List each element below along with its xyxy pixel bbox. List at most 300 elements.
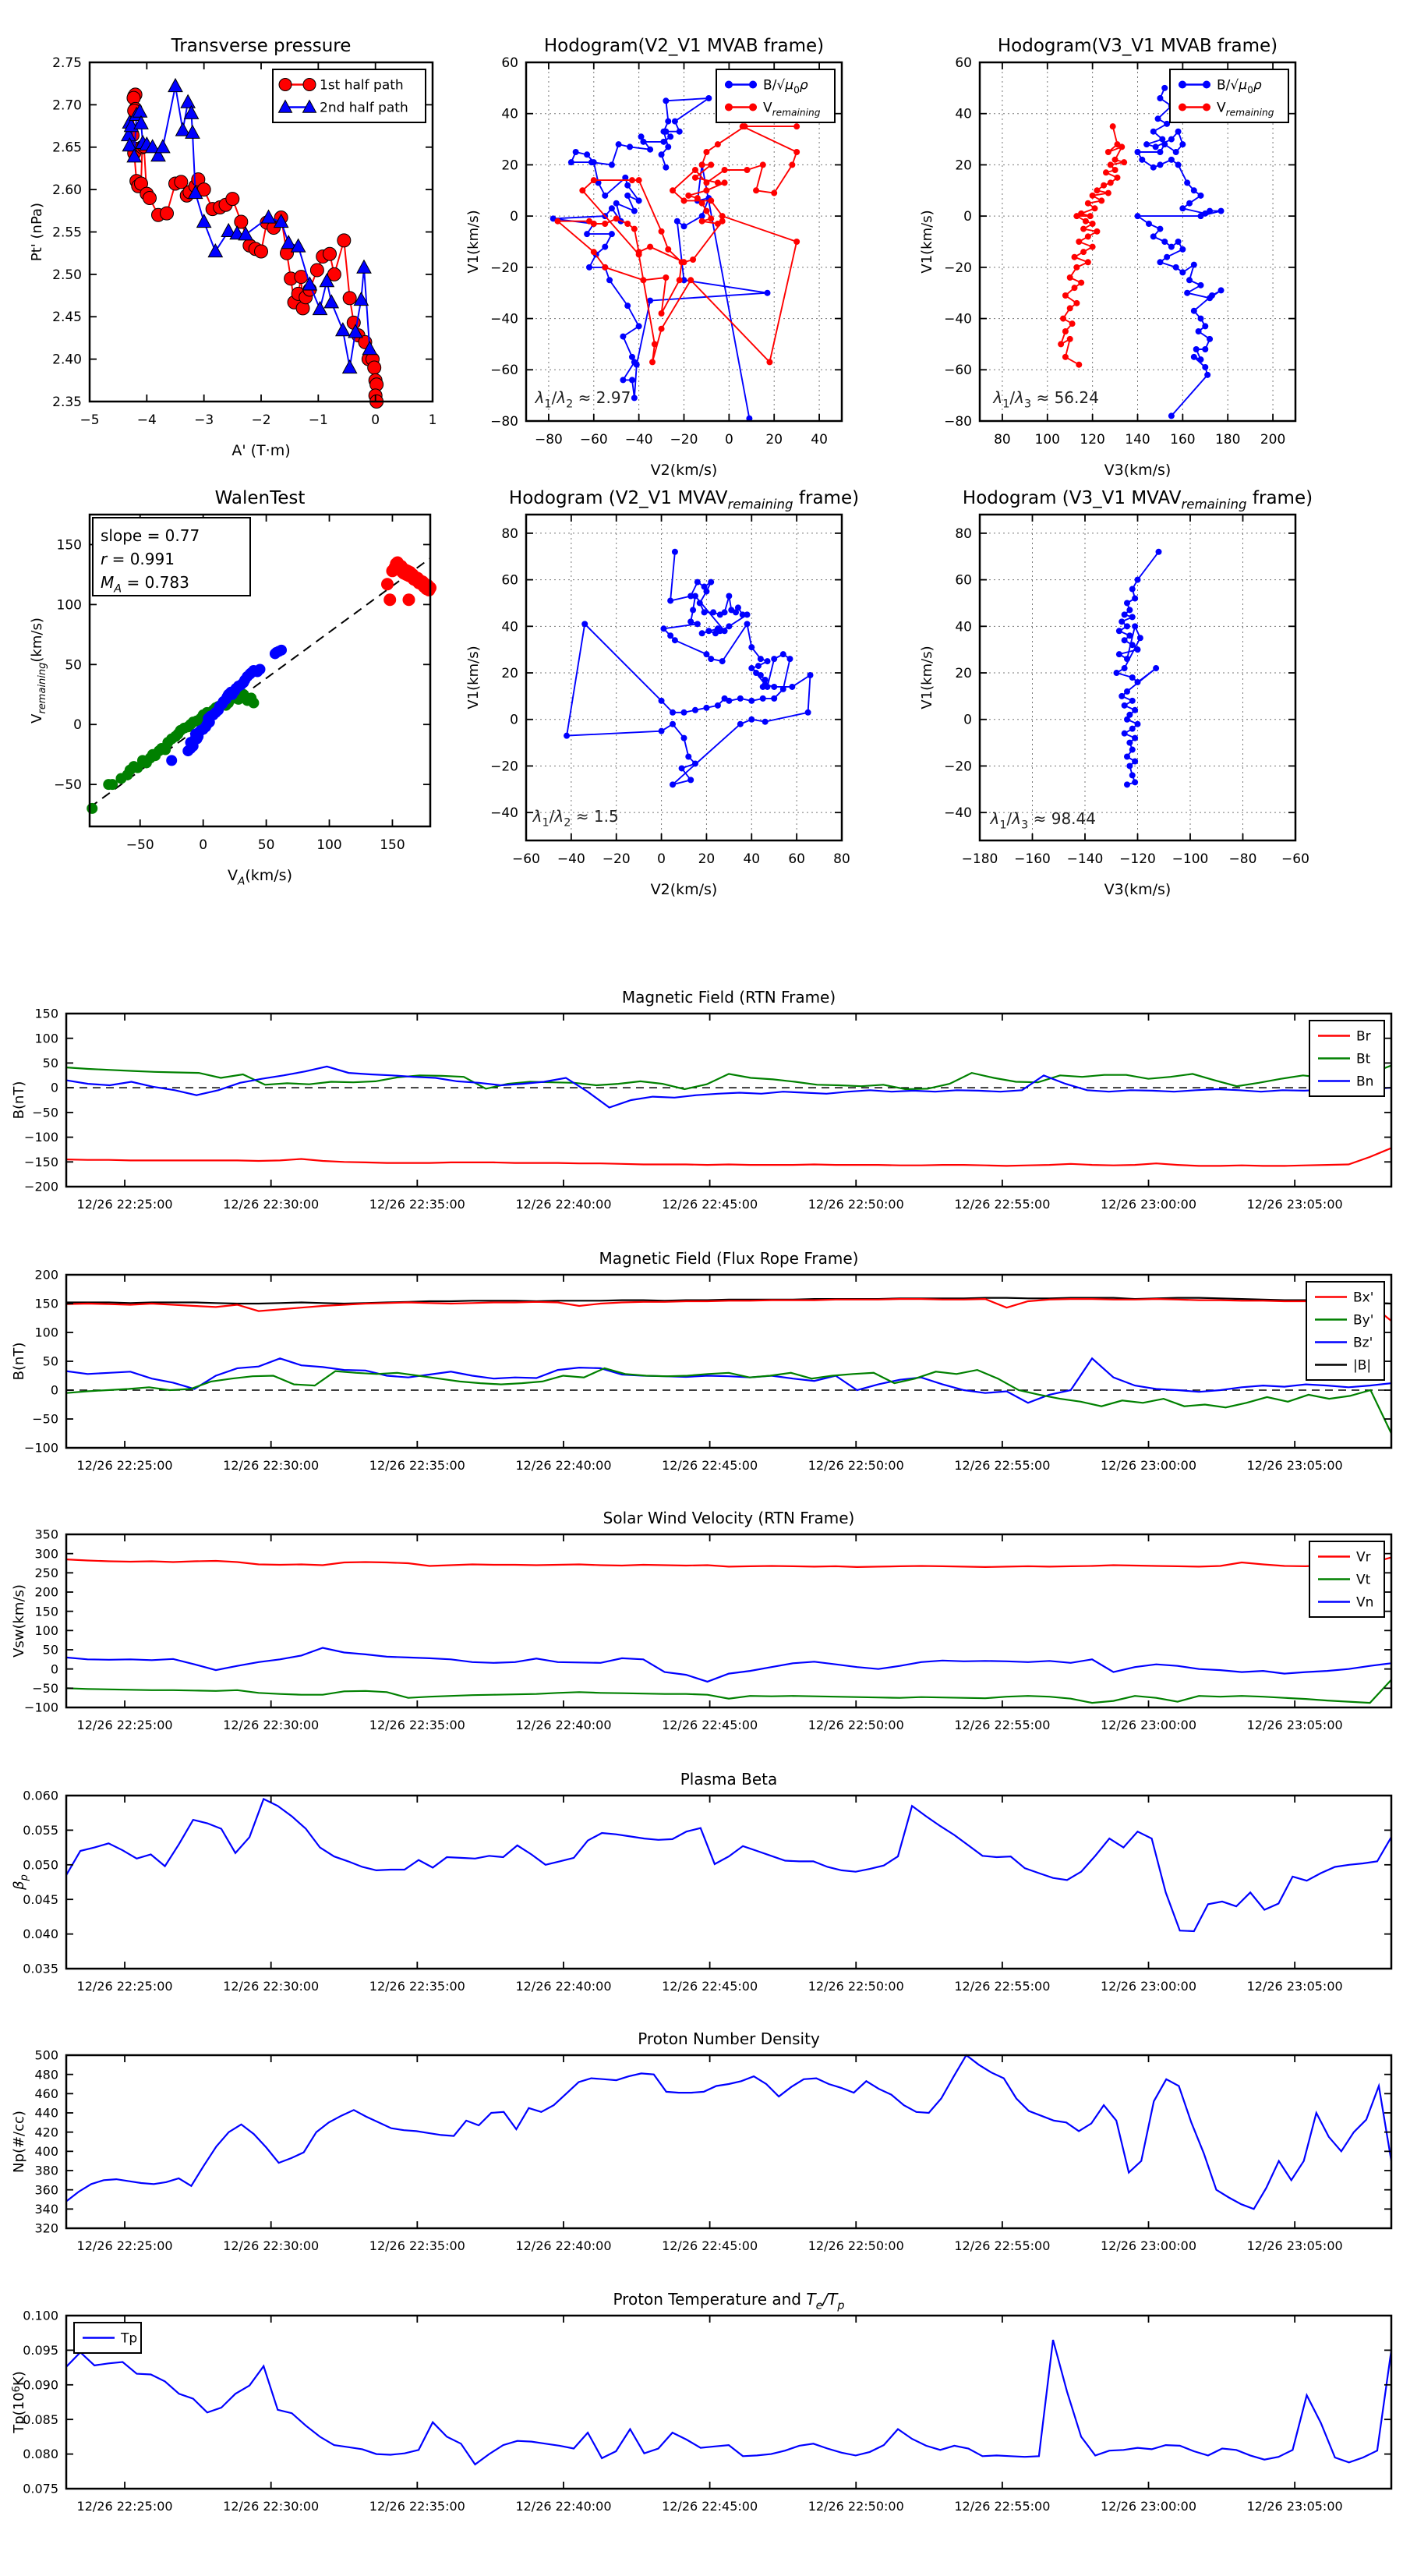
dot-marker — [786, 656, 793, 662]
x-tick-label: −20 — [602, 851, 631, 867]
y-tick-label: 2.45 — [52, 310, 82, 326]
x-tick-label: 1 — [428, 412, 437, 428]
y-tick-label: 2.55 — [52, 225, 82, 241]
dot-marker — [624, 303, 631, 309]
legend-label: Vr — [1356, 1549, 1371, 1566]
dot-marker — [679, 765, 685, 771]
x-tick-label: 12/26 22:35:00 — [369, 1197, 465, 1212]
dot-marker — [663, 274, 669, 281]
x-tick-label: −50 — [125, 837, 154, 853]
x-tick-label: 0 — [724, 432, 733, 448]
dot-marker — [1062, 354, 1069, 360]
dot-marker — [699, 630, 705, 636]
dot-marker — [634, 362, 640, 368]
dot-marker — [1204, 372, 1210, 378]
dot-marker — [647, 244, 653, 250]
x-tick-label: 160 — [1170, 432, 1196, 448]
y-tick-label: 60 — [501, 55, 518, 71]
panel-title: Hodogram (V3_V1 $MVAV_{remaining}$ frame) — [962, 488, 1313, 512]
dot-marker — [1129, 726, 1136, 732]
y-axis-label: Np(#/cc) — [11, 2111, 27, 2173]
y-tick-label: 0 — [50, 1080, 58, 1095]
x-tick-label: −140 — [1066, 851, 1104, 867]
y-tick-label: 0.100 — [23, 2308, 58, 2323]
x-tick-label: −40 — [557, 851, 585, 867]
dot-marker — [771, 656, 777, 662]
x-tick-label: 180 — [1214, 432, 1241, 448]
x-tick-label: 12/26 22:50:00 — [808, 1979, 904, 1994]
panel-title: Solar Wind Velocity (RTN Frame) — [603, 1509, 855, 1527]
circle-marker — [343, 292, 356, 305]
dot-marker — [1124, 656, 1130, 662]
x-tick-label: 20 — [698, 851, 716, 867]
dot-marker — [659, 310, 665, 317]
dot-marker — [692, 593, 698, 600]
dot-marker — [670, 187, 676, 193]
dot-marker — [670, 709, 676, 716]
y-tick-label: 150 — [34, 1604, 58, 1619]
dot-marker — [672, 119, 678, 125]
dot-marker — [663, 97, 669, 104]
x-tick-label: 12/26 23:00:00 — [1100, 1197, 1197, 1212]
y-tick-label: 340 — [34, 2201, 58, 2217]
dot-marker — [780, 651, 786, 657]
dot-marker — [564, 733, 570, 739]
dot-marker — [1135, 646, 1141, 653]
dot-marker — [609, 205, 615, 211]
dot-marker — [1132, 758, 1138, 764]
dot-marker — [677, 277, 683, 283]
x-tick-label: 12/26 23:00:00 — [1100, 1979, 1197, 1994]
dot-marker — [1161, 239, 1168, 245]
dot-marker — [665, 246, 671, 253]
dot-marker — [1090, 221, 1096, 227]
dot-marker — [1196, 328, 1202, 334]
legend-label: $V_{remaining}$ — [763, 100, 821, 119]
x-tick-label: −160 — [1014, 851, 1051, 867]
dot-marker — [1198, 213, 1204, 219]
dot-marker — [703, 208, 709, 214]
dot-marker — [1073, 300, 1080, 306]
x-tick-label: −5 — [80, 412, 100, 428]
dot-marker — [647, 147, 653, 153]
circle-marker — [226, 193, 239, 206]
y-tick-label: −200 — [24, 1179, 58, 1194]
x-tick-label: 12/26 22:30:00 — [223, 2499, 320, 2514]
dot-marker — [681, 709, 687, 716]
panel-title: Magnetic Field (Flux Rope Frame) — [599, 1249, 859, 1268]
dot-marker — [1078, 280, 1084, 286]
y-tick-label: 2.75 — [52, 55, 82, 71]
y-tick-label: −60 — [490, 363, 518, 379]
x-tick-label: 50 — [257, 837, 275, 853]
dot-marker — [624, 193, 631, 199]
dot-marker — [1184, 179, 1190, 186]
y-tick-label: 40 — [955, 619, 972, 635]
x-tick-label: −1 — [308, 412, 328, 428]
dot-marker — [1184, 290, 1190, 296]
y-tick-label: 0 — [510, 209, 518, 225]
dot-marker — [692, 707, 698, 713]
dot-marker — [1198, 356, 1204, 363]
dot-marker — [627, 143, 633, 150]
y-axis-label: V1(km/s) — [919, 210, 935, 274]
legend-label: Tp — [121, 2330, 138, 2347]
x-tick-label: 0 — [657, 851, 666, 867]
x-tick-label: 40 — [811, 432, 828, 448]
y-tick-label: 150 — [34, 1006, 58, 1021]
dot-marker — [636, 323, 642, 329]
legend-label: Vt — [1356, 1572, 1371, 1588]
dot-marker — [681, 223, 687, 229]
x-tick-label: 120 — [1080, 432, 1105, 448]
stat-line: $M_A = 0.783$ — [101, 573, 189, 596]
x-tick-label: 150 — [380, 837, 405, 853]
dot-marker — [722, 695, 728, 702]
y-tick-label: 0.085 — [23, 2411, 58, 2427]
x-tick-label: 12/26 22:50:00 — [808, 1718, 904, 1732]
dot-marker — [771, 684, 777, 690]
panel-title: Magnetic Field (RTN Frame) — [621, 988, 836, 1007]
y-axis-label: $\beta_p$ — [11, 1874, 30, 1890]
x-tick-label: −20 — [670, 432, 698, 448]
dot-marker — [584, 151, 590, 157]
y-tick-label: 2.70 — [52, 97, 82, 114]
dot-marker — [737, 721, 744, 727]
x-tick-label: −180 — [961, 851, 998, 867]
dot-marker — [659, 228, 665, 235]
legend-label: Bt — [1356, 1051, 1371, 1067]
dot-marker — [381, 578, 394, 590]
dot-marker — [1122, 665, 1128, 671]
x-tick-label: 12/26 22:45:00 — [662, 2238, 758, 2253]
dot-marker — [670, 781, 676, 787]
y-tick-label: −40 — [944, 311, 972, 327]
dot-marker — [248, 698, 259, 709]
dot-marker — [677, 129, 683, 135]
x-tick-label: 12/26 22:45:00 — [662, 1458, 758, 1473]
y-tick-label: −100 — [24, 1700, 58, 1715]
dot-marker — [685, 754, 691, 760]
y-tick-label: 0 — [963, 712, 972, 728]
stat-line: r = 0.991 — [101, 550, 175, 568]
panel-title: Hodogram(V3_V1 MVAB frame) — [997, 36, 1278, 56]
dot-marker — [1153, 665, 1159, 671]
dot-marker — [679, 259, 685, 265]
y-tick-label: 2.50 — [52, 267, 82, 283]
dot-marker — [1094, 228, 1100, 235]
dot-marker — [613, 200, 620, 207]
dot-marker — [631, 208, 638, 214]
y-tick-label: 440 — [34, 2105, 58, 2121]
dot-marker — [1080, 249, 1087, 255]
legend-label: 2nd half path — [320, 100, 408, 116]
dot-marker — [616, 141, 622, 147]
y-axis-label: $Tp(10^6K)$ — [11, 2371, 27, 2433]
y-tick-label: 200 — [34, 1584, 58, 1600]
dot-marker — [699, 200, 705, 207]
dot-marker — [602, 193, 608, 199]
x-tick-label: 80 — [994, 432, 1011, 448]
y-tick-label: 300 — [34, 1546, 58, 1562]
x-tick-label: 12/26 22:45:00 — [662, 2499, 758, 2514]
x-tick-label: −80 — [1228, 851, 1257, 867]
dot-marker — [1135, 213, 1141, 219]
dot-marker — [1207, 336, 1213, 342]
y-tick-label: −60 — [944, 363, 972, 379]
circle-marker — [303, 79, 316, 91]
y-tick-label: −80 — [490, 413, 518, 430]
dot-marker — [748, 665, 755, 671]
dot-marker — [1198, 316, 1204, 322]
x-tick-label: 100 — [1034, 432, 1061, 448]
annotation: $\lambda_1/\lambda_2 \approx 2.97$ — [535, 388, 631, 411]
dot-marker — [1179, 104, 1186, 111]
dot-marker — [1119, 693, 1125, 699]
circle-marker — [143, 192, 157, 205]
y-tick-label: −40 — [490, 311, 518, 327]
dot-marker — [631, 226, 638, 232]
dot-marker — [1060, 316, 1066, 322]
panel-title: Hodogram (V2_V1 $MVAV_{remaining}$ frame) — [508, 488, 860, 512]
dot-marker — [255, 663, 266, 674]
y-tick-label: 350 — [34, 1527, 58, 1542]
dot-marker — [1164, 254, 1170, 260]
x-tick-label: 12/26 22:55:00 — [954, 2238, 1051, 2253]
dot-marker — [1168, 136, 1175, 143]
dot-marker — [1129, 614, 1136, 620]
dot-marker — [749, 81, 757, 89]
dot-marker — [1132, 623, 1138, 629]
dot-marker — [753, 187, 759, 193]
dot-marker — [665, 119, 671, 125]
dot-marker — [702, 609, 708, 615]
y-tick-label: 200 — [34, 1267, 58, 1283]
dot-marker — [1139, 157, 1145, 163]
dot-marker — [687, 277, 694, 283]
dot-marker — [602, 244, 608, 250]
dot-marker — [1175, 129, 1182, 135]
legend-label: Bz' — [1353, 1335, 1373, 1351]
dot-marker — [581, 621, 588, 627]
y-tick-label: 40 — [955, 106, 972, 122]
dot-marker — [1103, 169, 1109, 175]
x-tick-label: 12/26 22:35:00 — [369, 2499, 465, 2514]
dot-marker — [744, 167, 751, 173]
dot-marker — [705, 95, 712, 101]
y-tick-label: 380 — [34, 2163, 58, 2178]
dot-marker — [753, 670, 759, 676]
dot-marker — [699, 161, 705, 168]
dot-marker — [760, 695, 766, 702]
dot-marker — [708, 197, 714, 203]
dot-marker — [1135, 577, 1141, 583]
dot-marker — [659, 326, 665, 332]
dot-marker — [1198, 193, 1204, 199]
dot-marker — [1122, 731, 1128, 737]
x-tick-label: 12/26 22:35:00 — [369, 1718, 465, 1732]
x-tick-label: 12/26 22:25:00 — [76, 1979, 173, 1994]
y-tick-label: 0.095 — [23, 2343, 58, 2358]
y-tick-label: 0.035 — [23, 1961, 58, 1976]
legend-label: By' — [1353, 1312, 1374, 1329]
x-tick-label: 12/26 22:25:00 — [76, 1458, 173, 1473]
dot-marker — [672, 637, 678, 643]
x-tick-label: 0 — [371, 412, 380, 428]
x-tick-label: 12/26 22:50:00 — [808, 2499, 904, 2514]
y-axis-label: $V_{remaining}(km/s)$ — [29, 617, 48, 724]
y-tick-label: −40 — [490, 805, 518, 822]
dot-marker — [1090, 193, 1096, 199]
dot-marker — [1157, 161, 1163, 168]
dot-marker — [793, 239, 800, 245]
dot-marker — [602, 264, 608, 271]
dot-marker — [1186, 200, 1193, 207]
y-tick-label: 0.040 — [23, 1927, 58, 1942]
y-tick-label: 2.60 — [52, 182, 82, 199]
dot-marker — [1087, 213, 1094, 219]
legend-label: Vn — [1356, 1594, 1374, 1611]
y-tick-label: 0.055 — [23, 1823, 58, 1838]
x-tick-label: 12/26 22:55:00 — [954, 2499, 1051, 2514]
y-tick-label: 460 — [34, 2086, 58, 2101]
dot-marker — [1072, 254, 1078, 260]
legend-label: |B| — [1353, 1357, 1372, 1374]
dot-marker — [1129, 586, 1136, 593]
dot-marker — [687, 618, 694, 625]
y-tick-label: 100 — [34, 1622, 58, 1638]
dot-marker — [685, 193, 691, 199]
legend-label: Bn — [1356, 1074, 1374, 1090]
dot-marker — [703, 149, 709, 155]
dot-marker — [659, 698, 665, 704]
dot-marker — [1191, 308, 1197, 314]
x-tick-label: 100 — [316, 837, 342, 853]
y-tick-label: 80 — [955, 525, 972, 542]
x-axis-label: A' (T·m) — [231, 442, 291, 459]
y-tick-label: 2.65 — [52, 140, 82, 156]
dot-marker — [710, 609, 716, 615]
dot-marker — [1105, 149, 1111, 155]
dot-marker — [1157, 259, 1163, 265]
dot-marker — [568, 159, 574, 165]
dot-marker — [1126, 632, 1133, 639]
dot-marker — [624, 182, 631, 189]
panel-title: Proton Temperature and $T_e/T_p$ — [613, 2290, 845, 2312]
x-tick-label: 12/26 22:45:00 — [662, 1979, 758, 1994]
dot-marker — [694, 621, 701, 627]
dot-marker — [744, 621, 751, 627]
dot-marker — [579, 187, 585, 193]
dot-marker — [1191, 187, 1197, 193]
dot-marker — [670, 721, 676, 727]
circle-marker — [279, 79, 292, 91]
dot-marker — [660, 625, 666, 632]
y-tick-label: 320 — [34, 2220, 58, 2236]
x-tick-label: −3 — [194, 412, 214, 428]
dot-marker — [555, 218, 561, 225]
x-tick-label: 60 — [788, 851, 805, 867]
dot-marker — [725, 104, 733, 111]
dot-marker — [1218, 208, 1225, 214]
x-tick-label: 12/26 23:00:00 — [1100, 1458, 1197, 1473]
x-tick-label: 12/26 22:50:00 — [808, 1458, 904, 1473]
x-axis-label: V3(km/s) — [1104, 462, 1172, 479]
dot-marker — [659, 151, 665, 157]
dot-marker — [1124, 623, 1130, 629]
x-tick-label: 80 — [833, 851, 850, 867]
dot-marker — [1108, 161, 1114, 168]
legend-label: Bx' — [1353, 1290, 1374, 1306]
y-tick-label: 0.090 — [23, 2377, 58, 2393]
dot-marker — [1058, 341, 1064, 347]
x-tick-label: 12/26 23:05:00 — [1246, 2499, 1343, 2514]
dot-marker — [715, 702, 721, 709]
dot-marker — [1135, 679, 1141, 685]
dot-marker — [1092, 205, 1098, 211]
x-tick-label: 12/26 22:40:00 — [515, 1458, 612, 1473]
x-tick-label: 40 — [743, 851, 761, 867]
annotation: $\lambda_1/\lambda_3 \approx 56.24$ — [993, 388, 1099, 411]
dot-marker — [1146, 221, 1152, 227]
x-tick-label: 12/26 22:40:00 — [515, 1197, 612, 1212]
dot-marker — [631, 395, 638, 401]
x-tick-label: 12/26 23:05:00 — [1246, 1979, 1343, 1994]
dot-marker — [1202, 323, 1208, 329]
dot-marker — [665, 143, 671, 150]
x-tick-label: 12/26 22:50:00 — [808, 1197, 904, 1212]
dot-marker — [681, 197, 687, 203]
dot-marker — [629, 177, 635, 183]
dot-marker — [1132, 595, 1138, 601]
dot-marker — [703, 651, 709, 657]
dot-marker — [602, 221, 608, 227]
dot-marker — [620, 334, 626, 340]
y-tick-label: 80 — [501, 525, 518, 542]
y-tick-label: −50 — [32, 1105, 58, 1120]
dot-marker — [1129, 747, 1136, 753]
dot-marker — [649, 359, 656, 365]
x-tick-label: 12/26 22:25:00 — [76, 1718, 173, 1732]
dot-marker — [1186, 277, 1193, 283]
x-tick-label: −60 — [1281, 851, 1309, 867]
dot-marker — [591, 159, 597, 165]
y-tick-label: 50 — [42, 1642, 58, 1658]
dot-marker — [1069, 320, 1076, 327]
dot-marker — [1119, 618, 1125, 625]
x-tick-label: 12/26 22:30:00 — [223, 1979, 320, 1994]
y-axis-label: B(nT) — [11, 1081, 27, 1120]
x-tick-label: −40 — [624, 432, 653, 448]
x-tick-label: 12/26 22:50:00 — [808, 2238, 904, 2253]
y-tick-label: 0 — [73, 717, 82, 734]
y-tick-label: 100 — [56, 597, 82, 614]
dot-marker — [652, 341, 658, 347]
circle-marker — [323, 247, 337, 260]
x-tick-label: 20 — [765, 432, 783, 448]
dot-marker — [1124, 754, 1130, 760]
dot-marker — [1129, 674, 1136, 681]
panel-title: Plasma Beta — [680, 1770, 778, 1789]
annotation: $\lambda_1/\lambda_2 \approx 1.5$ — [532, 807, 619, 830]
dot-marker — [636, 197, 642, 203]
y-tick-label: 400 — [34, 2143, 58, 2159]
dot-marker — [1153, 143, 1159, 150]
dot-marker — [1108, 179, 1114, 186]
y-tick-label: 150 — [34, 1296, 58, 1311]
x-axis-label: $V_A(km/s)$ — [227, 867, 293, 888]
x-tick-label: 200 — [1260, 432, 1286, 448]
